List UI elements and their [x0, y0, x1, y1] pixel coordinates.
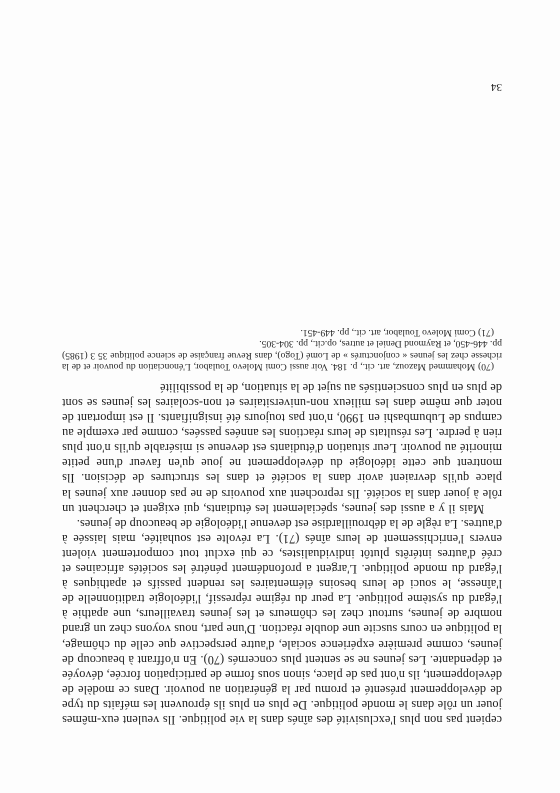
page-number: 34: [491, 81, 502, 93]
footnote-71: (71) Comi Molevo Toulabor, art. cit., pp. 449-451.: [300, 327, 494, 339]
footnote-70: (70) Mohammed Mazouz, art. cit., p. 184. Voir aussi Comi Molevo Toulabor, L'énonciation du pouvoir et de la richesse chez les jeunes « conjoncturés » de Lomé (Togo), dans Revue française de science politique 35 3 (1985) pp. 446-450, et Raymond Deniel et autres, op.cit., pp. 304-305.: [62, 338, 502, 372]
body-text: [62, 380, 502, 727]
body-paragraph-2: Mais il y a aussi des jeunes, spécialement les étudiants, qui exigent et cherchent un rôle à jouer dans la société. Ils reprochent aux pouvoirs de ne pas donner aux jeunes la place qu'ils devraient avoir dans la société et dans les structures de décision. Ils montrent que cette idéologie du développement ne joue qu'en faveur d'une petite minorité au pouvoir. Leur situation d'étudiants est devenue si misérable qu'ils n'ont plus rien à perdre. Les résultats de leurs réactions les années passées, comme par exemple au campus de Lubumbashi en 1990, n'ont pas toujours été insignifiants. Il est important de noter que même dans les milieux non-universitaires et non-scolaires les jeunes se sont de plus en plus conscientisés au sujet de la situation, de la possibilité: [62, 380, 502, 516]
page-content: [62, 327, 502, 727]
footnotes: [62, 327, 502, 372]
body-paragraph-1: cepient pas non plus l'exclusivité des aînés dans la vie politique. Ils veulent eux-mêmes jouer un rôle dans le monde politique. De plus en plus ils éprouvent les méfaits du type de développement présenté et promu par la génération au pouvoir. Dans ce modèle de développement, ils n'ont pas de place, sinon sous forme de participation forcée, dévoyée et dépendante. Les jeunes ne se sentent plus concernés (70). En n'offrant à beaucoup de jeunes, comme première expérience sociale, d'autre perspective que celle du chômage, la politique en cours suscite une double réaction. D'une part, nous voyons chez un grand nombre de jeunes, surtout chez les chômeurs et les jeunes travailleurs, une apathie à l'égard du système politique. La peur du régime répressif, l'idéologie traditionnelle de l'aînesse, le souci de leurs besoins élémentaires les rendent passifs et apathiques à l'égard du monde politique. L'argent a profondément pénétré les sociétés africaines et créé d'autres intérêts plutôt individualistes, ce qui exclut tout comportement violent envers l'enrichissement de leurs aînés (71). La révolte est souhaitée, mais laissée à d'autres. La règle de la débrouillardise est devenue l'idéologie de beaucoup de jeunes.: [62, 516, 502, 727]
